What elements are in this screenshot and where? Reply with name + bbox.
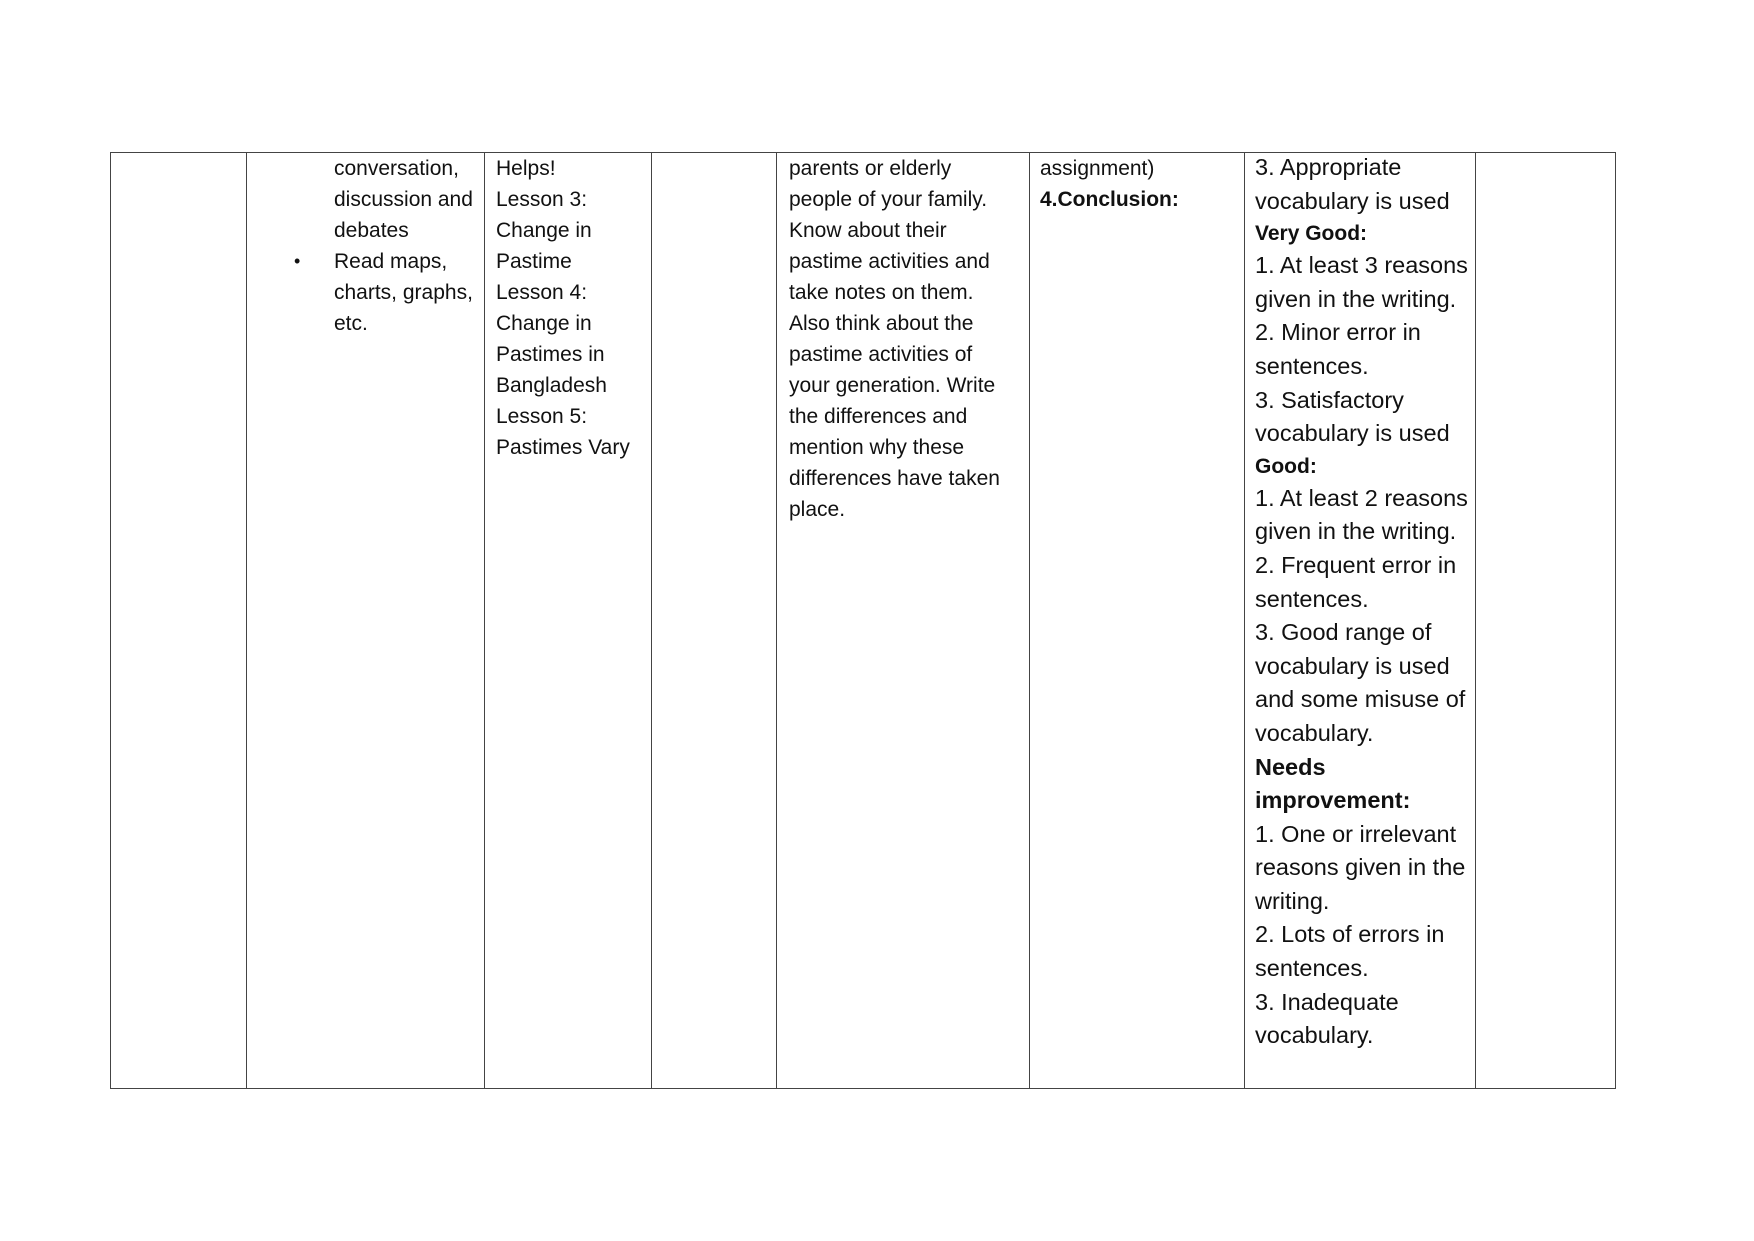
skills-line: charts, graphs, <box>334 281 473 304</box>
rubric-line: given in the writing. <box>1255 285 1457 312</box>
skills-line: etc. <box>334 312 368 335</box>
rubric-line: 3. Satisfactory <box>1255 386 1404 413</box>
rubric-line: 3. Good range of <box>1255 619 1432 646</box>
task-line: differences have taken <box>789 467 1000 490</box>
rubric-line: vocabulary. <box>1255 1022 1374 1049</box>
task-line: pastime activities and <box>789 250 990 273</box>
lesson-line: Pastimes Vary <box>496 436 630 459</box>
column-divider <box>1029 153 1030 1089</box>
rubric-line: and some misuse of <box>1255 686 1466 713</box>
very-good-heading: Very Good: <box>1255 222 1368 246</box>
steps-cell <box>1040 153 1179 215</box>
rubric-line: sentences. <box>1255 955 1369 982</box>
rubric-line: reasons given in the <box>1255 854 1466 881</box>
skills-cell <box>294 153 473 339</box>
lesson-line: Change in <box>496 312 592 335</box>
task-line: people of your family. <box>789 188 988 211</box>
lesson-line: Helps! <box>496 157 556 180</box>
bullet-icon: • <box>294 251 301 271</box>
rubric-line: 3. Inadequate <box>1255 988 1399 1015</box>
good-heading: Good: <box>1255 454 1317 478</box>
skills-line: conversation, <box>334 157 459 180</box>
lesson-line: Lesson 3: <box>496 188 588 211</box>
task-line: the differences and <box>789 405 968 428</box>
task-line: pastime activities of <box>789 343 973 366</box>
rubric-line: 2. Lots of errors in <box>1255 921 1445 948</box>
rubric-line: sentences. <box>1255 585 1369 612</box>
task-line: your generation. Write <box>789 374 996 397</box>
rubric-line: 2. Frequent error in <box>1255 551 1457 578</box>
steps-line: assignment) <box>1040 157 1155 180</box>
rubric-line: 1. At least 2 reasons <box>1255 484 1468 511</box>
lesson-line: Bangladesh <box>496 374 607 397</box>
lesson-line: Pastime <box>496 250 572 273</box>
column-divider <box>246 153 247 1089</box>
lesson-line: Pastimes in <box>496 343 605 366</box>
rubric-line: 1. One or irrelevant <box>1255 820 1457 847</box>
skills-line: Read maps, <box>334 250 448 273</box>
rubric-line: 2. Minor error in <box>1255 319 1421 346</box>
lesson-line: Change in <box>496 219 592 242</box>
task-cell <box>789 153 1000 525</box>
skills-line: discussion and <box>334 188 473 211</box>
needs-heading: improvement: <box>1255 787 1411 814</box>
column-divider <box>776 153 777 1089</box>
task-line: Also think about the <box>789 312 974 335</box>
column-divider <box>1475 153 1476 1089</box>
task-line: take notes on them. <box>789 281 974 304</box>
task-line: place. <box>789 498 846 521</box>
bullet-item <box>294 246 473 339</box>
column-divider <box>1244 153 1245 1089</box>
rubric-line: vocabulary. <box>1255 719 1374 746</box>
column-divider <box>484 153 485 1089</box>
needs-heading: Needs <box>1255 753 1326 780</box>
lesson-line: Lesson 5: <box>496 405 588 428</box>
rubric-line: vocabulary is used <box>1255 652 1450 679</box>
column-divider <box>651 153 652 1089</box>
rubric-cell <box>1255 151 1468 1053</box>
task-line: Know about their <box>789 219 947 242</box>
lessons-cell <box>496 153 630 463</box>
rubric-line: given in the writing. <box>1255 518 1457 545</box>
conclusion-heading: 4.Conclusion: <box>1040 188 1179 211</box>
rubric-line: 1. At least 3 reasons <box>1255 252 1468 279</box>
task-line: parents or elderly <box>789 157 952 180</box>
lesson-line: Lesson 4: <box>496 281 588 304</box>
rubric-line: sentences. <box>1255 352 1369 379</box>
skills-line: debates <box>334 219 409 242</box>
rubric-line: writing. <box>1255 887 1330 914</box>
task-line: mention why these <box>789 436 965 459</box>
rubric-line: vocabulary is used <box>1255 187 1450 214</box>
rubric-line: 3. Appropriate <box>1255 154 1402 180</box>
rubric-line: vocabulary is used <box>1255 420 1450 447</box>
